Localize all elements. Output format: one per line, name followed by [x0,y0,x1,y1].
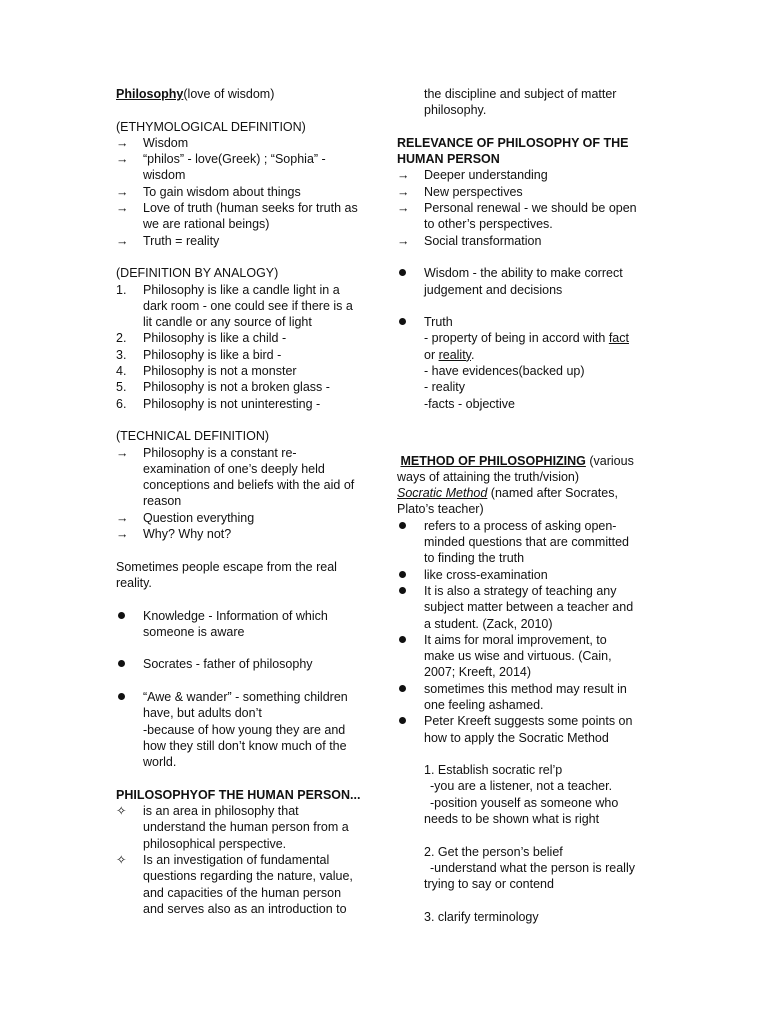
human-person-item [116,803,378,852]
text-line: Peter Kreeft suggests some points on [424,714,633,729]
socratic-item [397,583,653,632]
socratic-line: Socratic Method (named after Socrates, [397,486,618,501]
socratic-item [397,632,653,681]
text-line: one feeling ashamed. [424,697,544,712]
text-line: 2. Get the person’s belief [424,844,563,859]
bullet-item [116,689,378,770]
diamond-icon: ✧ [116,852,127,867]
text-line: a student. (Zack, 2010) [424,616,553,631]
text-line: questions regarding the nature, value, [143,869,353,884]
arrow-icon: → [116,184,129,199]
ety-item [116,151,378,184]
text-line: subject matter between a teacher and [424,600,634,615]
ety-item [116,184,378,200]
list-number: 2. [116,331,127,346]
text-line: philosophy. [424,103,487,118]
step-sub-line: -position youself as someone who [430,795,619,810]
arrow-icon: → [397,201,410,216]
analogy-item [116,379,378,395]
step-sub-line: -you are a listener, not a teacher. [430,779,613,794]
truth-reality: reality [438,347,472,362]
arrow-icon: → [116,510,129,525]
list-number: 5. [116,380,127,395]
bullet-item [116,656,378,672]
text-line: how they still don’t know much of the [143,738,347,753]
text-line: wisdom [143,168,186,183]
text-line: reason [143,494,182,509]
text-line: to finding the truth [424,551,525,566]
text-line: Philosophy is not a broken glass - [143,380,330,395]
text-line: and serves also as an introduction to [143,901,347,916]
text-line: - have evidences(backed up) [424,364,585,379]
text-line: 1. Establish socratic rel’p [424,763,563,778]
text-line: -because of how young they are and [143,722,346,737]
philosophy-title: Philosophy [116,87,184,101]
socratic-item [397,567,653,583]
human-person-list [116,803,378,917]
arrow-icon: → [116,527,129,542]
text-line: Deeper understanding [424,168,548,183]
text-line: refers to a process of asking open- [424,518,617,533]
text-line: and capacities of the human person [143,885,342,900]
ety-item [116,233,378,249]
ety-item [116,200,378,233]
text-line: Philosophy is not a monster [143,364,297,379]
method-line-2: ways of attaining the truth/vision) [397,469,580,484]
analogy-heading: (DEFINITION BY ANALOGY) [116,266,279,281]
text-line: Question everything [143,510,255,525]
text-line: Is an investigation of fundamental [143,852,330,867]
text-line: Social transformation [424,233,542,248]
text-line: trying to say or contend [424,877,554,892]
relevance-item [397,167,653,183]
escape-text [116,559,378,592]
relevance-item [397,184,653,200]
text-line: Love of truth (human seeks for truth as [143,201,358,216]
arrow-icon: → [116,152,129,167]
bullet-dot [399,636,406,643]
list-number: 1. [116,282,127,297]
bullet-dot [118,660,125,667]
arrow-icon: → [116,445,129,460]
text-line: Why? Why not? [143,527,232,542]
socratic-list [397,518,653,746]
analogy-list [116,282,378,412]
relevance-item [397,233,653,249]
human-person-heading: PHILOSOPHYOF THE HUMAN PERSON... [116,787,361,802]
bullet-dot [399,522,406,529]
truth-bullet [397,314,653,412]
bullet-dot [118,693,125,700]
text-line: Philosophy is a constant re- [143,445,297,460]
text-line: RELEVANCE OF PHILOSOPHY OF THE [397,135,629,150]
text-line: conceptions and beliefs with the aid of [143,478,355,493]
socratic-item [397,713,653,746]
text-line: the discipline and subject of matter [424,87,617,101]
method-heading: METHOD OF PHILOSOPHIZING [400,453,586,468]
text-line: Philosophy is like a child - [143,331,287,346]
text-line: to other’s perspectives. [424,217,553,232]
list-number: 3. [116,347,127,362]
text-line: It is also a strategy of teaching any [424,583,617,598]
truth-line-2: or reality. [424,347,475,362]
text-line: world. [143,755,177,770]
arrow-icon: → [116,233,129,248]
arrow-icon: → [397,184,410,199]
bullet-dot [399,587,406,594]
truth-label: Truth [424,315,453,330]
text-line: “philos” - love(Greek) ; “Sophia” - [143,152,326,167]
steps-list [397,762,653,925]
text-line: Philosophy is like a candle light in a [143,282,340,297]
text-line: how to apply the Socratic Method [424,730,609,745]
text-line: we are rational beings) [143,217,270,232]
bullet-dot [399,269,406,276]
text-line: is an area in philosophy that [143,804,299,819]
arrow-icon: → [397,168,410,183]
socratic-line-2: Plato’s teacher) [397,502,484,517]
tech-item [116,445,378,510]
human-person-item [116,852,378,917]
relevance-list [397,167,653,248]
left-bullets [116,608,378,771]
step-item [397,909,653,925]
arrow-icon: → [116,135,129,150]
text-line: Sometimes people escape from the real [116,559,337,574]
text-line: needs to be shown what is right [424,812,600,827]
ety-list [116,135,378,249]
bullet-dot [399,571,406,578]
list-number: 6. [116,396,127,411]
bullet-dot [118,612,125,619]
socratic-item [397,518,653,567]
text-line: judgement and decisions [424,282,563,297]
relevance-item [397,200,653,233]
truth-line-1: - property of being in accord with fact [424,331,629,346]
text-line: Philosophy is not uninteresting - [143,396,321,411]
text-line: minded questions that are committed [424,535,629,550]
text-line: Knowledge - Information of which [143,608,328,623]
text-line: -facts - objective [424,396,516,411]
analogy-item [116,363,378,379]
text-line: 2007; Kreeft, 2014) [424,665,532,680]
left-column [116,86,378,917]
text-line: dark room - one could see if there is a [143,298,353,313]
right-column [397,86,653,925]
text-line: Truth = reality [143,233,220,248]
ety-heading: (ETHYMOLOGICAL DEFINITION) [116,119,306,134]
analogy-item [116,282,378,331]
truth-more [424,363,653,412]
text-line: Personal renewal - we should be open [424,201,637,216]
analogy-item [116,347,378,363]
relevance-heading [397,135,653,168]
text-line: “Awe & wander” - something children [143,689,348,704]
tech-list [116,445,378,543]
method-heading-line: METHOD OF PHILOSOPHIZING (various [400,453,634,468]
arrow-icon: → [397,233,410,248]
text-line: have, but adults don’t [143,706,262,721]
text-line: Wisdom [143,135,189,150]
text-line: someone is aware [143,624,245,639]
continuation-text [397,86,653,119]
tech-item [116,526,378,542]
ety-item [116,135,378,151]
tech-heading: (TECHNICAL DEFINITION) [116,429,270,444]
socratic-label: Socratic Method [397,486,488,501]
text-line: Philosophy is like a bird - [143,347,282,362]
bullet-dot [399,318,406,325]
philosophy-title-rest: (love of wisdom) [183,87,275,101]
text-line: make us wise and virtuous. (Cain, [424,649,612,664]
bullet-dot [399,717,406,724]
bullet-item [116,608,378,641]
text-line: reality. [116,575,152,590]
text-line: lit candle or any source of light [143,315,312,330]
text-line: New perspectives [424,184,523,199]
text-line: philosophical perspective. [143,836,287,851]
text-line: sometimes this method may result in [424,681,627,696]
tech-item [116,510,378,526]
text-line: like cross-examination [424,567,548,582]
step-sub-line: -understand what the person is really [430,860,635,875]
text-line: Wisdom - the ability to make correct [424,266,623,281]
truth-fact: fact [608,331,629,346]
text-line: 3. clarify terminology [424,909,539,924]
text-line: examination of one’s deeply held [143,461,325,476]
step-item [397,762,653,827]
analogy-item [116,396,378,412]
step-item [397,844,653,893]
wisdom-text [424,265,653,298]
text-line: It aims for moral improvement, to [424,632,607,647]
analogy-item [116,330,378,346]
text-line: HUMAN PERSON [397,152,500,167]
socratic-item [397,681,653,714]
arrow-icon: → [116,201,129,216]
wisdom-bullet [397,265,653,298]
text-line: Socrates - father of philosophy [143,657,313,672]
text-line: - reality [424,380,465,395]
philosophy-title-line [116,86,378,102]
text-line: understand the human person from a [143,820,349,835]
list-number: 4. [116,364,127,379]
text-line: To gain wisdom about things [143,184,301,199]
bullet-dot [399,685,406,692]
diamond-icon: ✧ [116,804,127,819]
